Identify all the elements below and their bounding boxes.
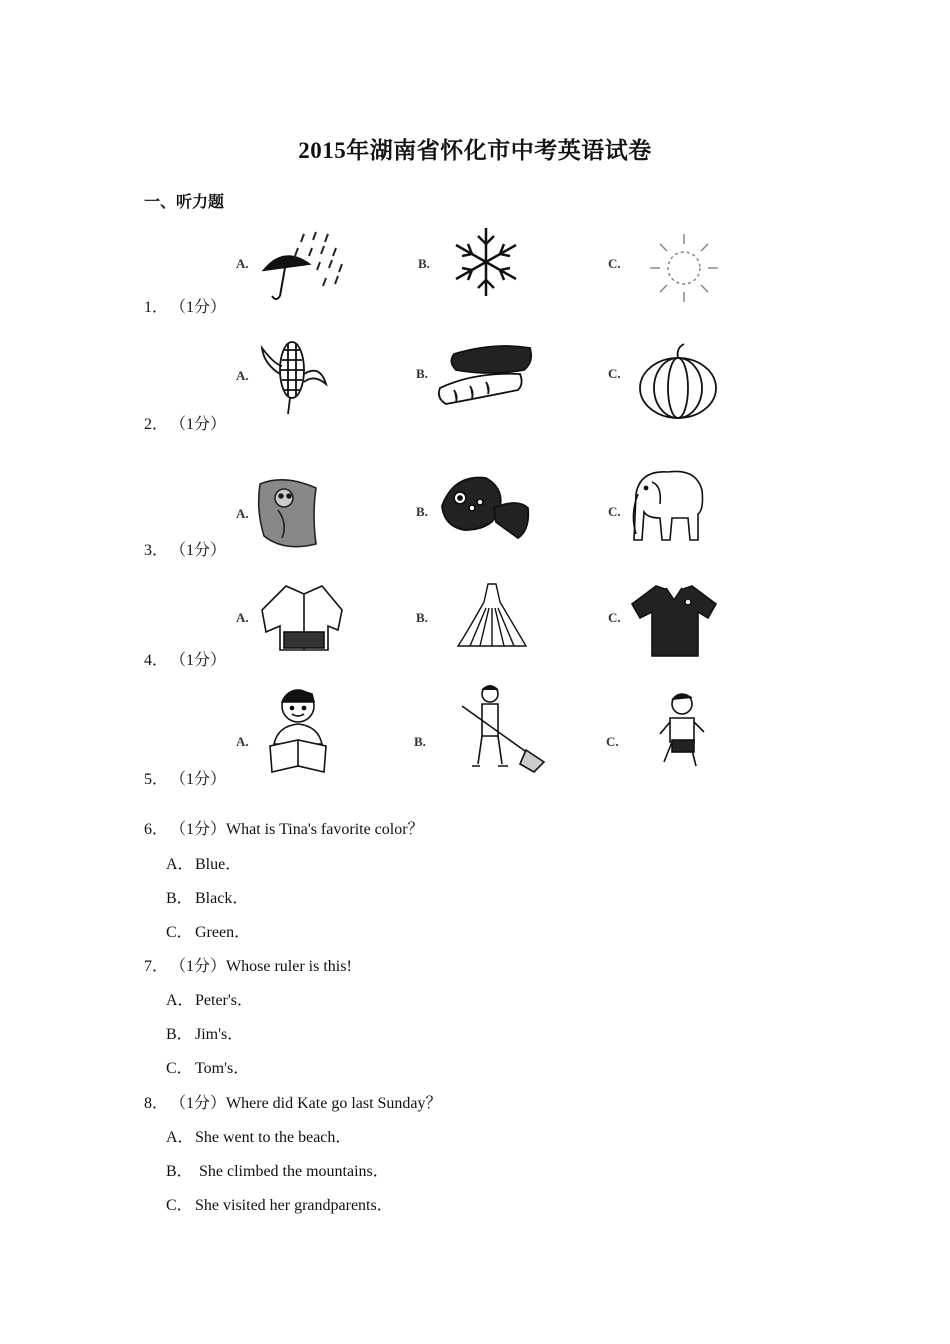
jacket-icon <box>254 580 354 660</box>
picture-option[interactable]: A. <box>236 334 366 424</box>
carrot-icon <box>434 338 544 418</box>
sun-icon <box>626 230 726 310</box>
boy-running-icon <box>624 690 724 776</box>
koala-icon <box>254 474 354 554</box>
section-heading: 一、听力题 <box>144 194 225 211</box>
answer-option[interactable]: C． Tom's． <box>166 1060 250 1077</box>
picture-option[interactable]: B. <box>416 468 546 558</box>
fish-icon <box>434 468 544 548</box>
question-number: 1． （1分） <box>144 299 227 316</box>
picture-option[interactable]: B. <box>414 684 544 774</box>
picture-option[interactable]: A. <box>236 686 366 776</box>
picture-option[interactable]: B. <box>416 580 546 670</box>
question-number: 2． （1分） <box>144 416 227 433</box>
corn-icon <box>254 334 354 418</box>
answer-option[interactable]: A．Peter's． <box>166 992 253 1009</box>
picture-option[interactable]: C. <box>608 340 738 430</box>
picture-option[interactable]: C. <box>608 578 738 668</box>
question-number: 5． （1分） <box>144 771 227 788</box>
picture-option[interactable]: B. <box>416 338 546 428</box>
question-text: 6． （1分）What is Tina's favorite color？ <box>144 821 424 838</box>
answer-option[interactable]: B． Jim's． <box>166 1026 244 1043</box>
question-text: 8． （1分）Where did Kate go last Sunday？ <box>144 1095 442 1112</box>
picture-option[interactable]: C. <box>608 230 738 320</box>
picture-option[interactable]: A. <box>236 474 366 564</box>
question-number: 4． （1分） <box>144 652 227 669</box>
answer-option[interactable]: A．Blue． <box>166 856 242 873</box>
question-text: 7． （1分）Whose ruler is this! <box>144 958 352 975</box>
picture-option[interactable]: A. <box>236 580 366 670</box>
dress-icon <box>434 580 544 660</box>
tshirt-icon <box>626 578 726 662</box>
pumpkin-icon <box>626 340 726 424</box>
picture-option[interactable]: C. <box>606 690 736 780</box>
answer-option[interactable]: B． Black． <box>166 890 249 907</box>
page-title: 2015年湖南省怀化市中考英语试卷 <box>298 138 652 163</box>
answer-option[interactable]: C． She visited her grandparents． <box>166 1197 393 1214</box>
picture-option[interactable]: C. <box>608 464 738 554</box>
picture-option[interactable]: A. <box>236 226 366 316</box>
boy-reading-icon <box>254 686 354 776</box>
snowflake-icon <box>436 224 536 304</box>
answer-option[interactable]: B． She climbed the mountains． <box>166 1163 389 1180</box>
answer-option[interactable]: A．She went to the beach． <box>166 1129 352 1146</box>
boy-sweeping-icon <box>432 684 552 776</box>
elephant-icon <box>626 464 726 548</box>
question-number: 3． （1分） <box>144 542 227 559</box>
picture-option[interactable]: B. <box>418 224 548 314</box>
answer-option[interactable]: C． Green． <box>166 924 251 941</box>
umbrella-rain-icon <box>254 226 354 306</box>
